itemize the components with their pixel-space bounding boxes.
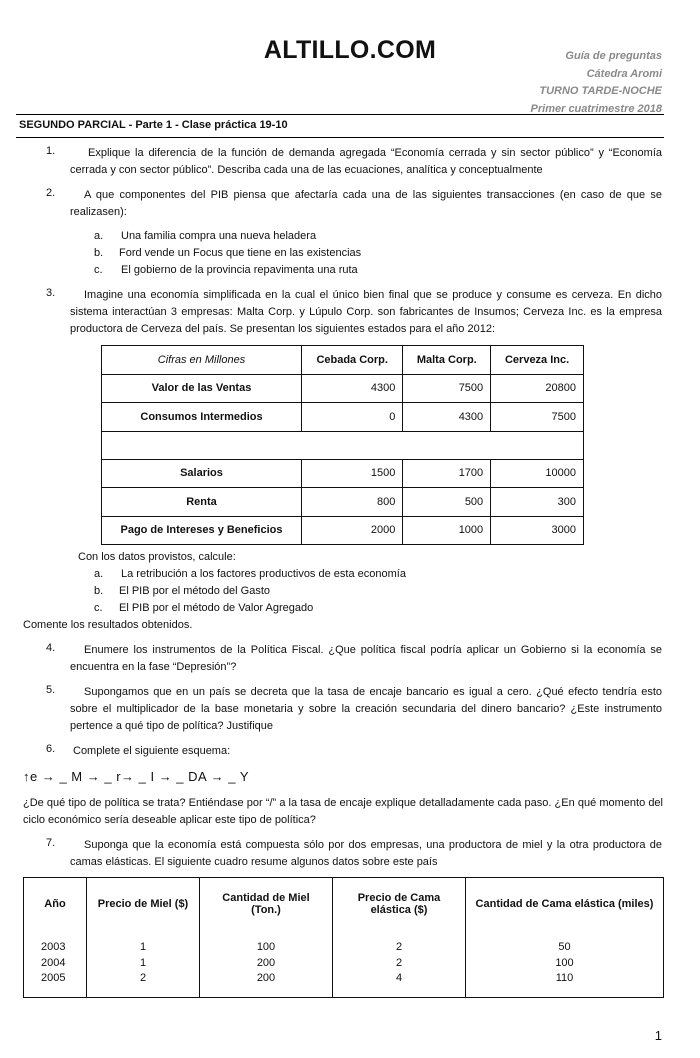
question-1-text: Explique la diferencia de la función de demanda agregada “Economía cerrada y sin sector público” y “Economía cerrada y con sector público”. Describa cada una de las ecuaciones, analítica y conceptualmente (70, 147, 662, 176)
meta-line: TURNO TARDE-NOCHE (539, 85, 662, 97)
table-cell: 20800 (491, 374, 584, 403)
row-label: Renta (102, 488, 302, 517)
table-cell: 2000 (302, 516, 403, 545)
meta-line: Primer cuatrimestre 2018 (530, 102, 662, 115)
table-cell: 10000 (491, 459, 584, 488)
production-data-table (23, 877, 664, 998)
table-cell: 3000 (491, 516, 584, 545)
section-title: SEGUNDO PARCIAL - Parte 1 - Clase práctica 19-10 (19, 119, 288, 131)
table-cell: 1 (87, 956, 200, 972)
question-7-text: Suponga que la economía está compuesta sólo por dos empresas, una productora de miel y la otra productora de camas elásticas. El siguiente cuadro resume algunos datos sobre este país (70, 839, 662, 868)
question-number: 4. (46, 642, 56, 654)
course-meta (531, 48, 662, 118)
table-cell: 300 (491, 488, 584, 517)
column-header: Cebada Corp. (302, 346, 403, 375)
table-cell: 4 (333, 971, 466, 997)
question-number: 1. (46, 145, 56, 157)
list-item: El PIB por el método del Gasto (119, 585, 271, 597)
table-header-row (102, 346, 584, 375)
table-cell: 100 (466, 956, 664, 972)
table-cell: 7500 (491, 403, 584, 432)
meta-line: Cátedra Aromi (586, 67, 662, 80)
table-cell: 100 (200, 930, 333, 956)
table-row (24, 971, 664, 997)
column-header: Cantidad de Cama elástica (miles) (466, 878, 664, 931)
table-cell: 200 (200, 971, 333, 997)
meta-line: Guía de preguntas (565, 50, 662, 62)
table-spacer-row (102, 431, 584, 459)
page-number: 1 (654, 1028, 662, 1043)
table-cell: 2 (87, 971, 200, 997)
instruction-text: Con los datos provistos, calcule: (78, 551, 236, 563)
table-row (24, 930, 664, 956)
table-cell: 2004 (24, 956, 87, 972)
table-spacer-cell (102, 431, 584, 459)
question-6-followup: ¿De qué tipo de política se trata? Entiéndase por “/” a la tasa de encaje explique detalladamente cada paso. ¿En qué momento del ciclo económico sería deseable aplicar este tipo de política? (23, 797, 663, 826)
table-cell: 1500 (302, 459, 403, 488)
column-header: Cantidad de Miel (Ton.) (200, 878, 333, 931)
table-cell: 1 (87, 930, 200, 956)
table-corner: Cifras en Millones (102, 346, 302, 375)
question-2-text: A que componentes del PIB piensa que afectaría cada una de las siguientes transacciones (en caso de que se realizasen): (70, 189, 662, 218)
question-number: 5. (46, 684, 56, 696)
table-cell: 4300 (302, 374, 403, 403)
table-row (102, 403, 584, 432)
list-letter: a. (94, 568, 104, 580)
question-6-text: Complete el siguiente esquema: (73, 745, 231, 757)
list-item: La retribución a los factores productivos de esta economía (121, 568, 406, 580)
financial-statements-table (101, 345, 584, 545)
question-5-text: Supongamos que en un país se decreta que la tasa de encaje bancario es igual a cero. ¿Qué efecto tendría esto sobre el multiplicador de la base monetaria y sobre la creación secundaria del dinero bancario? ¿Este instrumento pertence a qué tipo de política? Justifique (70, 686, 662, 732)
list-item: Una familia compra una nueva heladera (121, 230, 317, 242)
column-header: Año (24, 878, 87, 931)
table-cell: 50 (466, 930, 664, 956)
table-row (102, 459, 584, 488)
table-cell: 4300 (403, 403, 491, 432)
list-item: El gobierno de la provincia repavimenta una ruta (121, 264, 358, 276)
table-cell: 800 (302, 488, 403, 517)
table-header-row (24, 878, 664, 931)
question-number: 2. (46, 187, 56, 199)
table-row (102, 488, 584, 517)
question-number: 3. (46, 287, 56, 299)
column-header: Precio de Miel ($) (87, 878, 200, 931)
row-label: Valor de las Ventas (102, 374, 302, 403)
question-number: 6. (46, 743, 56, 755)
row-label: Pago de Intereses y Beneficios (102, 516, 302, 545)
table-cell: 2 (333, 930, 466, 956)
table-row (102, 374, 584, 403)
table-cell: 200 (200, 956, 333, 972)
table-cell: 110 (466, 971, 664, 997)
list-letter: a. (94, 230, 104, 242)
list-item: Ford vende un Focus que tiene en las existencias (119, 247, 362, 259)
question-3-text: Imagine una economía simplificada en la cual el único bien final que se produce y consume es cerveza. En dicho sistema interactúan 3 empresas: Malta Corp. y Lúpulo Corp. son fabricantes de Insumos; Cerveza Inc. es la empresa productora de Cerveza del país. Se presentan los siguientes estados para el año 2012: (70, 289, 662, 335)
table-cell: 1000 (403, 516, 491, 545)
table-row (102, 516, 584, 545)
column-header: Precio de Cama elástica ($) (333, 878, 466, 931)
table-cell: 0 (302, 403, 403, 432)
table-cell: 7500 (403, 374, 491, 403)
scheme-formula: ↑e → _ M → _ r→ _ I → _ DA → _ Y (23, 769, 249, 784)
question-4-text: Enumere los instrumentos de la Política Fiscal. ¿Que política fiscal podría aplicar un Gobierno si la economía se encuentra en la fase “Depresión”? (70, 644, 662, 673)
list-letter: c. (94, 264, 103, 276)
row-label: Consumos Intermedios (102, 403, 302, 432)
section-heading (16, 114, 664, 138)
row-label: Salarios (102, 459, 302, 488)
list-letter: b. (94, 247, 104, 259)
question-number: 7. (46, 837, 56, 849)
list-item: El PIB por el método de Valor Agregado (119, 602, 314, 614)
table-cell: 2003 (24, 930, 87, 956)
column-header: Malta Corp. (403, 346, 491, 375)
table-cell: 1700 (403, 459, 491, 488)
column-header: Cerveza Inc. (491, 346, 584, 375)
comment-text: Comente los resultados obtenidos. (23, 619, 193, 631)
table-cell: 2 (333, 956, 466, 972)
list-letter: b. (94, 585, 104, 597)
table-cell: 500 (403, 488, 491, 517)
table-row (24, 956, 664, 972)
site-title: ALTILLO.COM (263, 36, 437, 64)
list-letter: c. (94, 602, 103, 614)
table-cell: 2005 (24, 971, 87, 997)
